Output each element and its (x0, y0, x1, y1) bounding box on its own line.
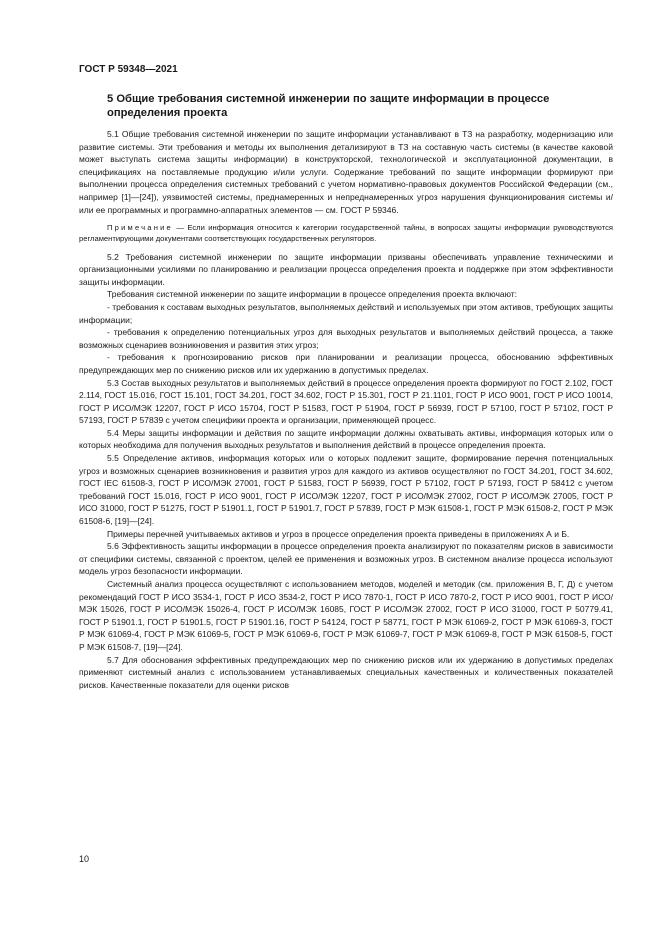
note (79, 222, 613, 244)
page-number: 10 (79, 854, 90, 864)
paragraph-5-5: 5.5 Определение активов, информация которых или о которых подлежит защите, формирование перечня потенциальных угроз и возможных сценариев возникновения и развития угроз для каждого из активов осуществляют по ГОСТ 34.201, ГОСТ 34.602, ГОСТ IEC 61508-3, ГОСТ Р ИСО/МЭК 27001, ГОСТ Р 51583, ГОСТ Р 56939, ГОСТ Р 57102, ГОСТ Р 57193, ГОСТ Р 58412 с учетом требований ГОСТ 15.016, ГОСТ Р ИСО 9001, ГОСТ Р ИСО/МЭК 12207, ГОСТ Р ИСО/МЭК 27002, ГОСТ Р ИСО/МЭК 27005, ГОСТ Р ИСО 31000, ГОСТ Р 51275, ГОСТ Р 51901.1, ГОСТ Р 51901.7, ГОСТ Р 57839, ГОСТ Р МЭК 61508-1, ГОСТ Р МЭК 61508-2, ГОСТ Р МЭК 61508-6, [19]—[24]. (79, 453, 613, 527)
paragraph-5-6: 5.6 Эффективность защиты информации в процессе определения проекта анализируют по показателям рисков в зависимости от специфики системы, связанной с проектом, целей ее применения и возможных угроз. В системном анализе процесса используют модель угроз безопасности информации. (79, 541, 613, 577)
paragraph-5-2: 5.2 Требования системной инженерии по защите информации призваны обеспечивать управление техническими и организационными усилиями по планированию и реализации процесса определения проекта и поддержке при этом эффективности защиты информации. (79, 251, 613, 287)
paragraph-5-2-intro: Требования системной инженерии по защите информации в процессе определения проекта включают: (107, 289, 518, 300)
note-label: Примечание (107, 223, 173, 233)
paragraph-5-7: 5.7 Для обоснования эффективных предупреждающих мер по снижению рисков или их удержанию в допустимых пределах применяют системный анализ с использованием устанавливаемых специальных качественных и количественных показателей рисков. Качественные показатели для оценки рисков (79, 654, 613, 690)
paragraph-5-5-examples: Примеры перечней учитываемых активов и угроз в процессе определения проекта приведены в приложениях А и Б. (107, 528, 570, 539)
list-item-2: - требования к определению потенциальных угроз для выходных результатов и выполняемых действий процесса, а также возможных сценариев возникновения и развития этих угроз; (79, 327, 613, 350)
list-item-3: - требования к прогнозированию рисков при планировании и реализации процесса, обоснованию эффективных предупреждающих мер по снижению рисков или их удержанию в допустимых пределах. (79, 352, 613, 375)
paragraph-5-3: 5.3 Состав выходных результатов и выполняемых действий в процессе определения проекта формируют по ГОСТ 2.102, ГОСТ 2.114, ГОСТ 15.016, ГОСТ 15.101, ГОСТ 34.201, ГОСТ 34.602, ГОСТ Р 15.301, ГОСТ Р 21.1101, ГОСТ Р ИСО 9001, ГОСТ Р ИСО 10014, ГОСТ Р ИСО/МЭК 12207, ГОСТ Р ИСО 15704, ГОСТ Р 51583, ГОСТ Р 51904, ГОСТ Р 56939, ГОСТ Р 57100, ГОСТ Р 57102, ГОСТ Р 57193, ГОСТ Р 57839 с учетом специфики проекта и организации, применяющей процесс. (79, 377, 613, 426)
paragraph-5-1: 5.1 Общие требования системной инженерии по защите информации устанавливают в ТЗ на разработку, модернизацию или развитие системы. Эти требования и методы их выполнения детализируют в ТЗ на составную часть системы (в качестве каковой может выступать система защиты информации) в конструкторской, технологической и эксплуатационной документации, в спецификациях на поставляемые продукцию и/или услуги. Содержание требований по защите информации формируют при выполнении процесса определения системных требований с учетом нормативно-правовых документов Российской Федерации (см., например [1]—[24]), уязвимостей системы, преднамеренных и непреднамеренных угроз нарушения функционирования системы и/или ее программных и программно-аппаратных элементов — см. ГОСТ Р 59346. (79, 129, 613, 215)
note-text: — Если информация относится к категории государственной тайны, в вопросах защиты информации руководствуются регламентирующими документами соответствующих государственных регуляторов. (79, 223, 613, 244)
document-body (79, 92, 613, 691)
list-item-1: - требования к составам выходных результатов, выполняемых действий и используемых при этом активов, требующих защиты информации; (79, 301, 613, 325)
paragraph-5-6-analysis: Системный анализ процесса осуществляют с использованием методов, моделей и методик (см. приложения В, Г, Д) с учетом рекомендаций ГОСТ Р ИСО 3534-1, ГОСТ Р ИСО 3534-2, ГОСТ Р ИСО 7870-1, ГОСТ Р ИСО 7870-2, ГОСТ Р ИСО 9001, ГОСТ Р ИСО/МЭК 15026, ГОСТ Р ИСО/МЭК 15026-4, ГОСТ Р ИСО/МЭК 16085, ГОСТ Р ИСО/МЭК 27002, ГОСТ Р ИСО 31000, ГОСТ Р 50779.41, ГОСТ Р 51901.1, ГОСТ Р 51901.5, ГОСТ Р 51901.16, ГОСТ Р 54124, ГОСТ Р 58771, ГОСТ Р МЭК 61069-2, ГОСТ Р МЭК 61069-3, ГОСТ Р МЭК 61069-4, ГОСТ Р МЭК 61069-5, ГОСТ Р МЭК 61069-6, ГОСТ Р МЭК 61069-7, ГОСТ Р МЭК 61069-8, ГОСТ Р МЭК 61508-5, ГОСТ Р МЭК 61508-7, [19]—[24]. (79, 579, 613, 652)
standard-code-header: ГОСТ Р 59348—2021 (79, 64, 178, 75)
paragraph-5-4: 5.4 Меры защиты информации и действия по защите информации должны охватывать активы, информация которых или о которых необходима для получения выходных результатов и выполнения действий в процессе определения проекта. (79, 427, 613, 451)
section-title: 5 Общие требования системной инженерии по защите информации в процессе определения проекта (107, 93, 550, 119)
